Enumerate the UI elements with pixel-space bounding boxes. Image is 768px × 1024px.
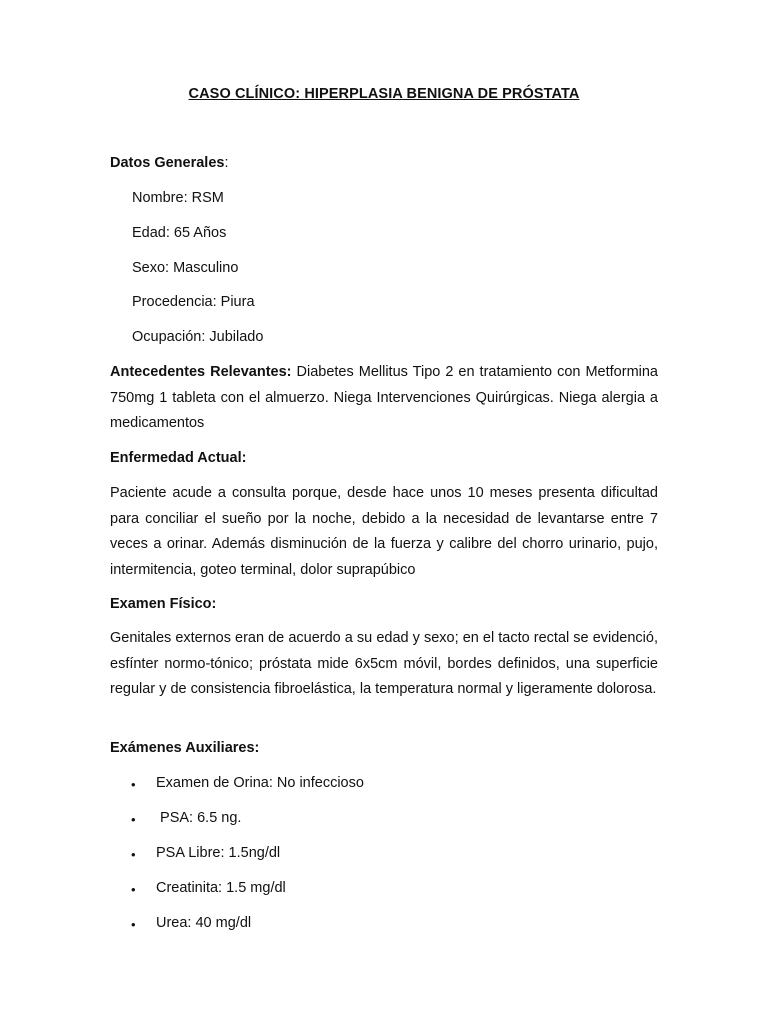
datos-generales-label: Datos Generales (110, 155, 225, 171)
bullet-icon: • (131, 917, 136, 932)
datos-generales-colon: : (224, 155, 229, 171)
examen-fisico-text: Genitales externos eran de acuerdo a su edad y sexo; en el tacto rectal se evidenció, esfínter normo-tónico; próstata mide 6x5cm móvil, bordes definidos, una superficie regular y de consistencia fibroelástica, la temperatura normal y ligeramente dolorosa. (110, 630, 658, 697)
field-sexo: Sexo: Masculino (132, 260, 239, 276)
field-procedencia: Procedencia: Piura (132, 294, 255, 310)
field-nombre: Nombre: RSM (132, 190, 224, 206)
enfermedad-actual-text: Paciente acude a consulta porque, desde hace unos 10 meses presenta dificultad para conciliar el sueño por la noche, debido a la necesidad de levantarse entre 7 veces a orinar. Además disminución de la fuerza y calibre del chorro urinario, pujo, intermitencia, goteo terminal, dolor suprapúbico (110, 485, 658, 578)
exam-creatinita: Creatinita: 1.5 mg/dl (156, 880, 286, 896)
examen-fisico-heading: Examen Físico: (110, 596, 217, 612)
exam-orina: Examen de Orina: No infeccioso (156, 775, 364, 791)
datos-generales-heading (110, 155, 228, 172)
bullet-icon: • (131, 882, 136, 897)
document-page (110, 0, 658, 1024)
antecedentes-paragraph (110, 360, 658, 437)
antecedentes-text: Diabetes Mellitus Tipo 2 en tratamiento con Metformina 750mg 1 tableta con el almuerzo. Niega Intervenciones Quirúrgicas. Niega alergia a medicamentos (110, 364, 658, 431)
field-edad: Edad: 65 Años (132, 225, 227, 241)
antecedentes-heading: Antecedentes Relevantes: (110, 364, 292, 380)
examenes-auxiliares-heading: Exámenes Auxiliares: (110, 740, 260, 756)
field-ocupacion: Ocupación: Jubilado (132, 329, 264, 345)
bullet-icon: • (131, 777, 136, 792)
bullet-icon: • (131, 812, 136, 827)
exam-urea: Urea: 40 mg/dl (156, 915, 252, 931)
exam-psa: PSA: 6.5 ng. (156, 810, 242, 826)
document-title: CASO CLÍNICO: HIPERPLASIA BENIGNA DE PRÓSTATA (188, 86, 580, 102)
bullet-icon: • (131, 847, 136, 862)
exam-psa-libre: PSA Libre: 1.5ng/dl (156, 845, 281, 861)
enfermedad-actual-heading: Enfermedad Actual: (110, 450, 247, 466)
